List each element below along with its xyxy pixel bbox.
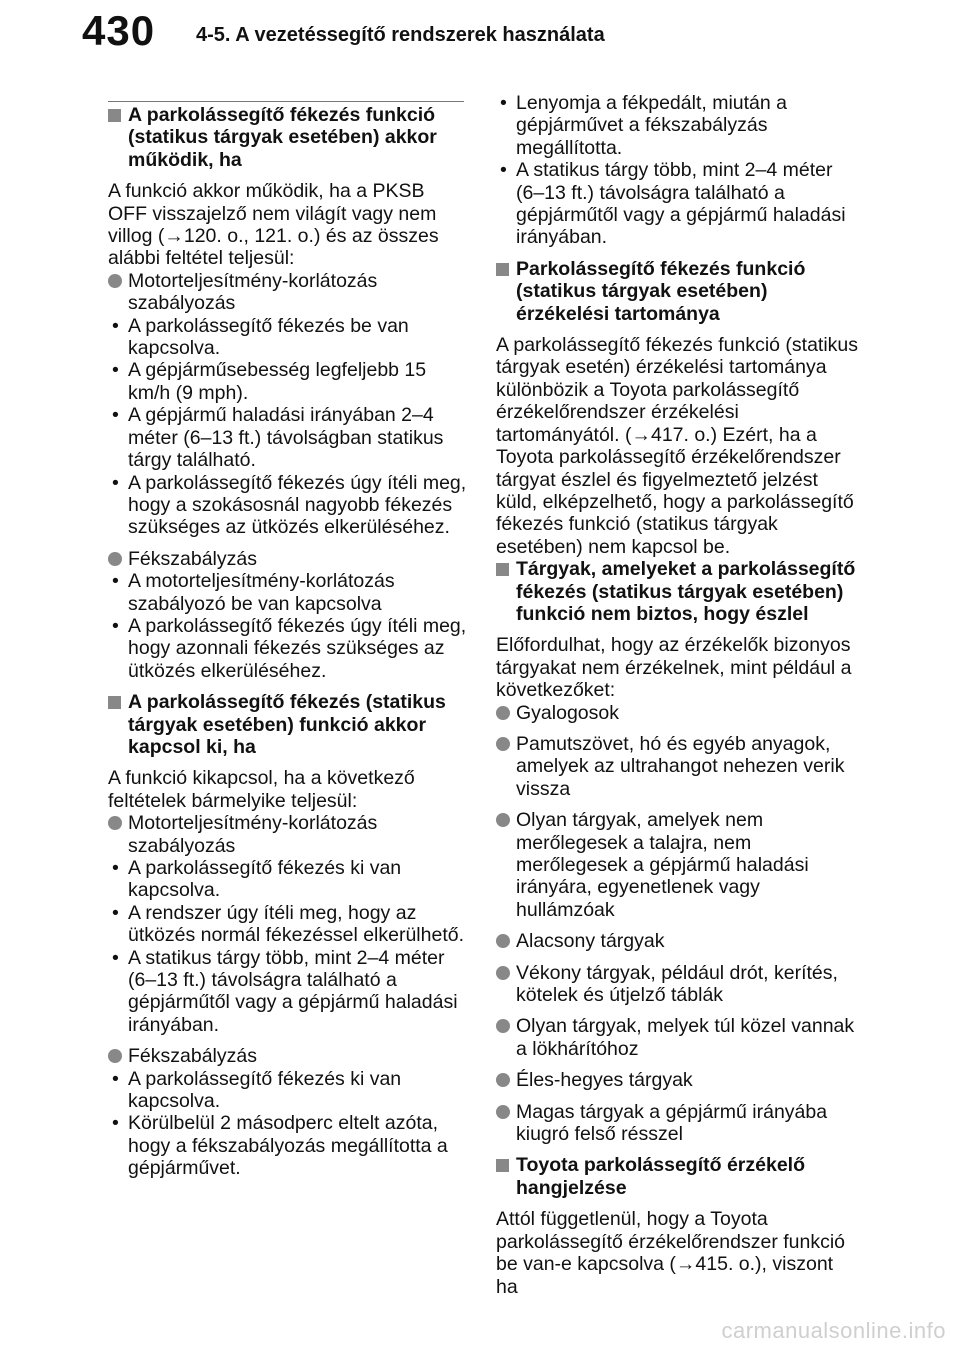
list-item: • A statikus tárgy több, mint 2–4 méter (6–13 ft.) távolságra található a gépjárműtől vagy a gépjármű haladási irányában. <box>500 159 846 249</box>
circle-item: Magas tárgyak a gépjármű irányába kiugró felső résszel <box>496 1101 860 1146</box>
circle-item: Gyalogosok <box>496 702 860 724</box>
circle-bullet-icon <box>108 816 122 830</box>
circle-item: Éles-hegyes tárgyak <box>496 1069 860 1091</box>
paragraph: A funkció akkor működik, ha a PKSB OFF visszajelző nem világít vagy nem villog (→120. o., 121. o.) és az összes alábbi feltétel teljesül: <box>108 180 439 270</box>
circle-item: Motorteljesítmény-korlátozás szabályozás <box>108 270 468 315</box>
paragraph: Attól függetlenül, hogy a Toyota parkolássegítő érzékelőrendszer funkció be van-e kapcsolva (→415. o.), viszont ha <box>496 1208 846 1298</box>
list-item: • A statikus tárgy több, mint 2–4 méter (6–13 ft.) távolságra található a gépjárműtől vagy a gépjármű haladási irányában. <box>112 946 458 1036</box>
list-item: • Körülbelül 2 másodperc eltelt azóta, hogy a fékszabályozás megállította a gépjárművet. <box>112 1112 448 1180</box>
paragraph: Előfordulhat, hogy az érzékelők bizonyos tárgyakat nem érzékelnek, mint például a következőket: <box>496 634 852 702</box>
circle-item: Fékszabályzás <box>108 548 468 570</box>
circle-bullet-icon <box>496 1105 510 1119</box>
list-item: • A parkolássegítő fékezés ki van kapcsolva. <box>112 1067 402 1113</box>
list-item: • A parkolássegítő fékezés be van kapcsolva. <box>112 314 409 360</box>
square-bullet-icon <box>108 109 121 122</box>
heading-undetected-objects: Tárgyak, amelyeket a parkolássegítő fékezés (statikus tárgyak esetében) funkció nem biztos, hogy észlel <box>496 558 860 625</box>
heading-buzzer: Toyota parkolássegítő érzékelő hangjelzése <box>496 1154 860 1199</box>
list-item: • A parkolássegítő fékezés úgy ítéli meg, hogy a szokásosnál nagyobb fékezés szükséges az ütközés elkerüléséhez. <box>112 471 467 539</box>
left-column <box>108 104 468 1189</box>
right-column <box>496 92 860 1298</box>
list-item: • A motorteljesítmény-korlátozás szabályozó be van kapcsolva <box>112 570 395 615</box>
circle-bullet-icon <box>496 737 510 751</box>
paragraph: A parkolássegítő fékezés funkció (statikus tárgyak esetén) érzékelési tartománya különbözik a Toyota parkolássegítő érzékelőrendszer érzékelési tartományától. (→417. o.) Ezért, ha a Toyota parkolássegítő érzékelőrendszer tárgyat észlel és figyelmeztető jelzést küld, elképzelhető, hogy a parkolássegítő fékezés funkció (statikus tárgyak esetében) nem kapcsol be. <box>496 334 859 558</box>
circle-bullet-icon <box>496 813 510 827</box>
circle-bullet-icon <box>108 274 122 288</box>
circle-item: Fékszabályzás <box>108 1045 468 1067</box>
circle-bullet-icon <box>496 706 510 720</box>
heading-detection-range: Parkolássegítő fékezés funkció (statikus tárgyak esetében) érzékelési tartománya <box>496 258 860 325</box>
circle-item: Pamutszövet, hó és egyéb anyagok, amelyek az ultrahangot nehezen verik vissza <box>496 733 860 800</box>
bullet-list <box>108 315 468 539</box>
heading-turns-off: A parkolássegítő fékezés (statikus tárgyak esetében) funkció akkor kapcsol ki, ha <box>108 691 468 758</box>
circle-item: Motorteljesítmény-korlátozás szabályozás <box>108 812 468 857</box>
circle-bullet-icon <box>496 966 510 980</box>
circle-item: Alacsony tárgyak <box>496 930 860 952</box>
circle-bullet-icon <box>496 1073 510 1087</box>
circle-item: Vékony tárgyak, például drót, kerítés, kötelek és útjelző táblák <box>496 962 860 1007</box>
circle-item: Olyan tárgyak, amelyek nem merőlegesek a talajra, nem merőlegesek a gépjármű haladási irányára, egyenetlenek vagy hullámzóak <box>496 809 860 921</box>
paragraph: A funkció kikapcsol, ha a következő feltételek bármelyike teljesül: <box>108 767 415 812</box>
page-number: 430 <box>82 7 156 54</box>
list-item: • A rendszer úgy ítéli meg, hogy az ütközés normál fékezéssel elkerülhető. <box>112 901 465 947</box>
heading-operates: A parkolássegítő fékezés funkció (statikus tárgyak esetében) akkor működik, ha <box>108 104 468 171</box>
circle-item: Olyan tárgyak, melyek túl közel vannak a lökhárítóhoz <box>496 1015 860 1060</box>
list-item: • A gépjárműsebesség legfeljebb 15 km/h (9 mph). <box>112 359 427 404</box>
circle-bullet-icon <box>496 934 510 948</box>
page-header <box>0 0 960 58</box>
circle-bullet-icon <box>108 552 122 566</box>
bullet-list <box>496 92 860 249</box>
divider-rule <box>108 101 464 102</box>
watermark: carmanualsonline.info <box>721 1318 946 1343</box>
list-item: • A gépjármű haladási irányában 2–4 méter (6–13 ft.) távolságban statikus tárgy található. <box>112 404 444 472</box>
square-bullet-icon <box>496 1159 509 1172</box>
bullet-list <box>108 1068 468 1180</box>
circle-bullet-icon <box>496 1019 510 1033</box>
list-item: • A parkolássegítő fékezés ki van kapcsolva. <box>112 857 402 902</box>
list-item: • A parkolássegítő fékezés úgy ítéli meg, hogy azonnali fékezés szükséges az ütközés elkerüléséhez. <box>112 614 467 682</box>
square-bullet-icon <box>108 696 121 709</box>
bullet-list <box>108 857 468 1036</box>
square-bullet-icon <box>496 563 509 576</box>
square-bullet-icon <box>496 263 509 276</box>
section-title: 4-5. A vezetéssegítő rendszerek használata <box>196 24 605 46</box>
bullet-list <box>108 570 468 682</box>
circle-bullet-icon <box>108 1049 122 1063</box>
list-item: • Lenyomja a fékpedált, miután a gépjárművet a fékszabályzás megállította. <box>500 92 788 159</box>
